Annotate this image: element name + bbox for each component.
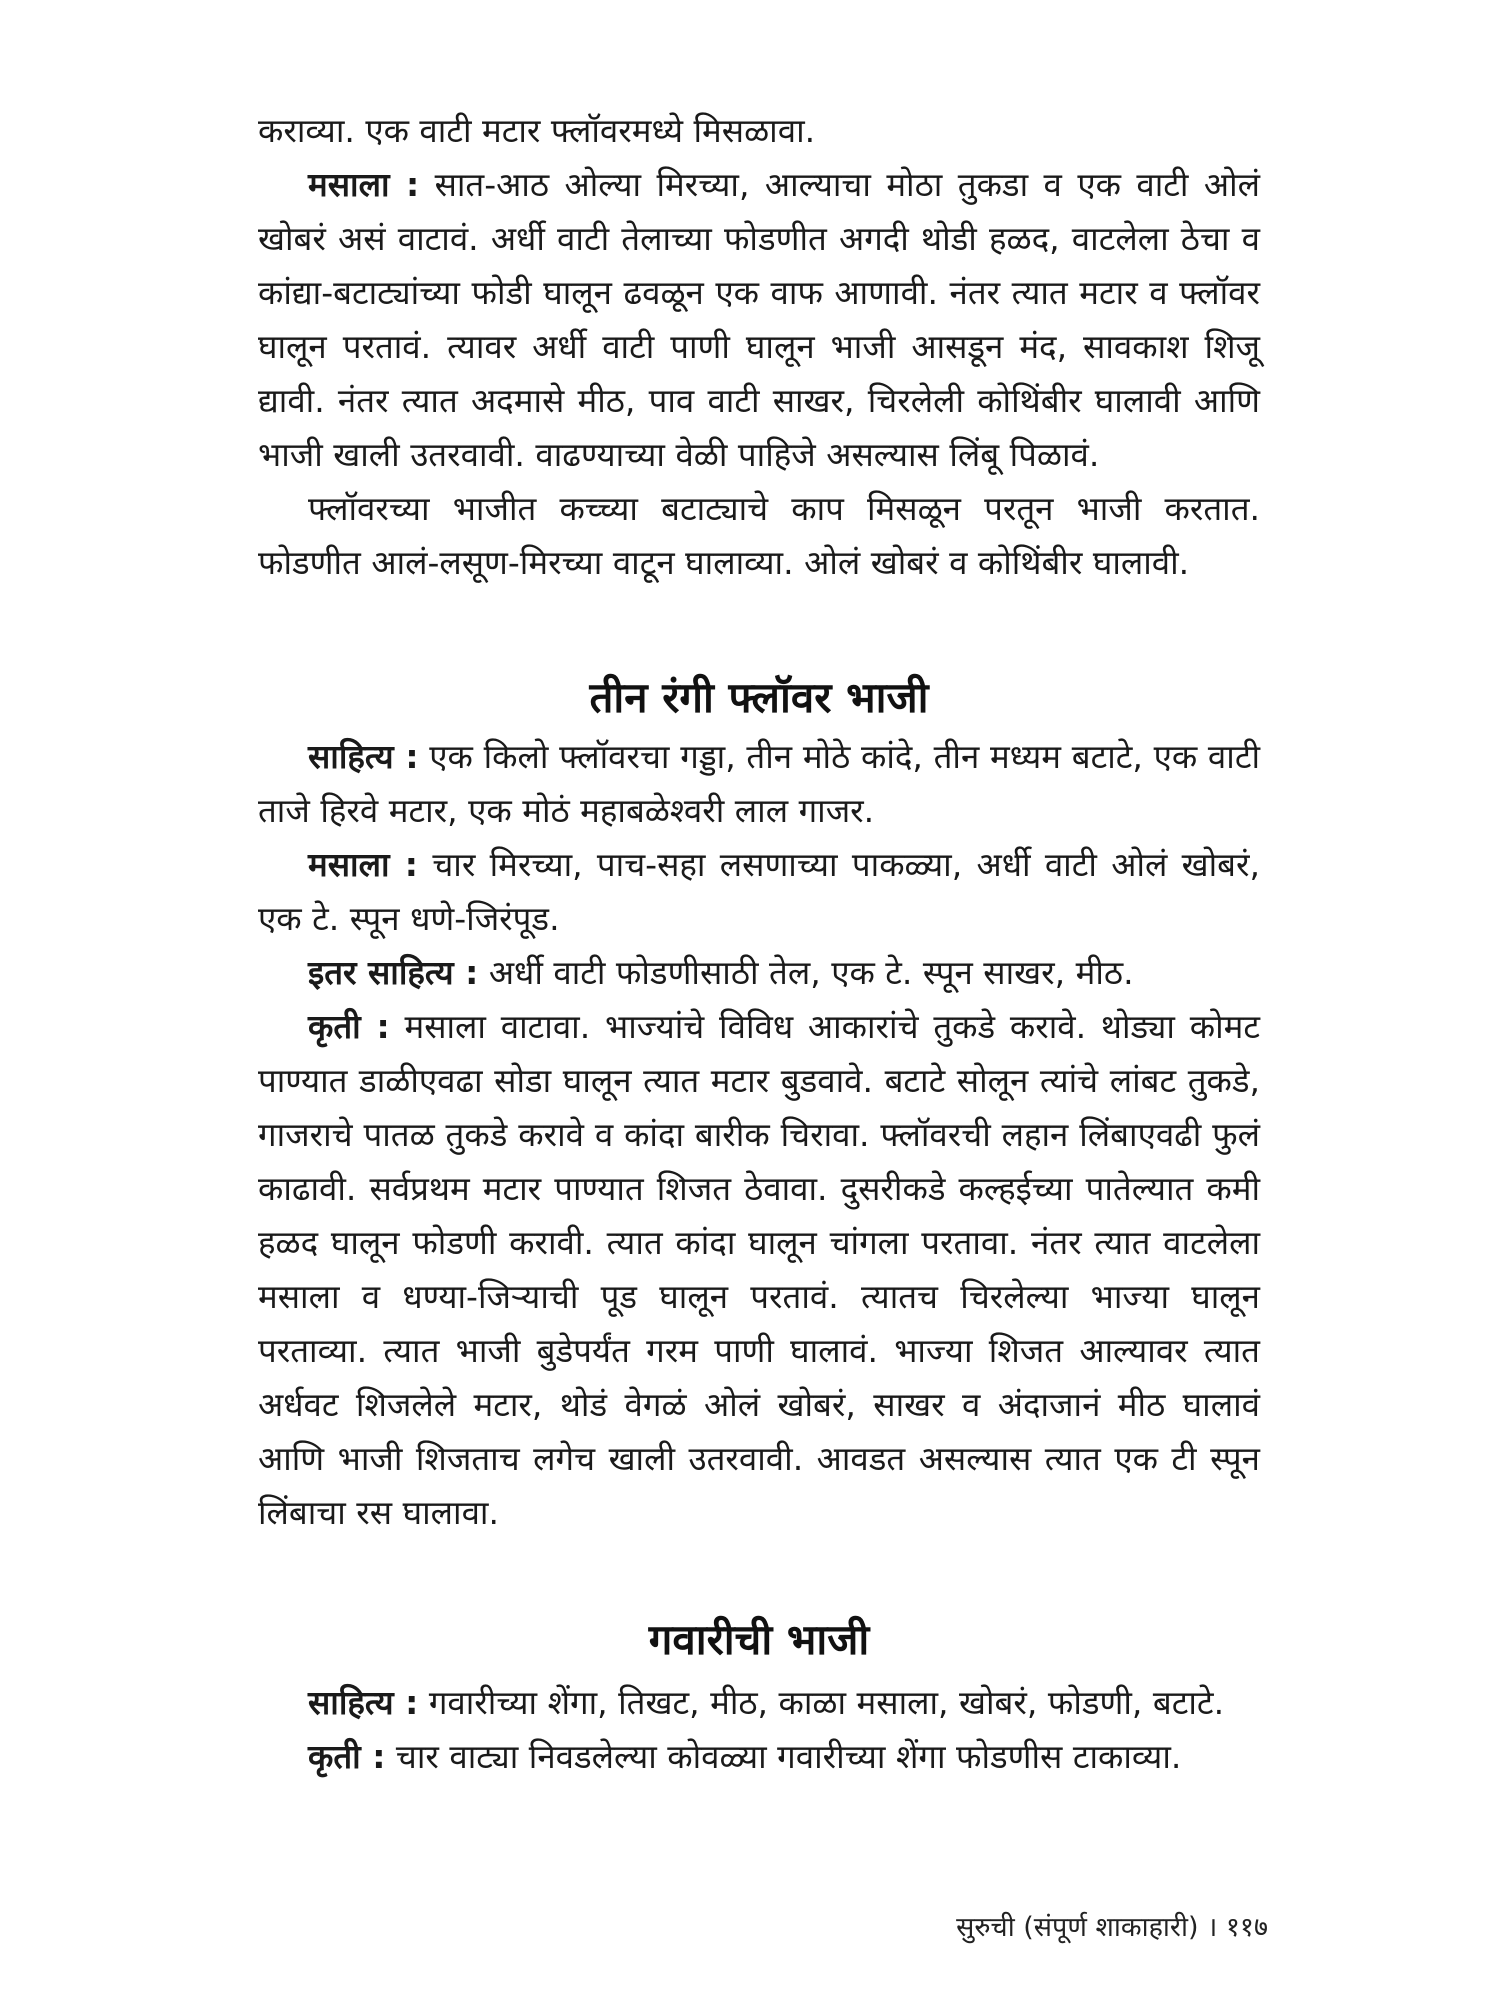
recipe2-kruti	[258, 1730, 1260, 1784]
itar-sahitya-text: अर्धी वाटी फोडणीसाठी तेल, एक टे. स्पून साखर, मीठ.	[478, 953, 1134, 992]
page-footer: सुरुची (संपूर्ण शाकाहारी) । ११७	[956, 1912, 1268, 1943]
kruti-label: कृती :	[308, 1737, 386, 1776]
masala-label: मसाला :	[308, 845, 419, 884]
masala-label: मसाला :	[308, 165, 420, 204]
continuation-para-1: कराव्या. एक वाटी मटार फ्लॉवरमध्ये मिसळावा.	[258, 111, 816, 150]
continuation-para-2	[258, 158, 1260, 482]
kruti-text: चार वाट्या निवडलेल्या कोवळ्या गवारीच्या शेंगा फोडणीस टाकाव्या.	[385, 1737, 1182, 1776]
recipe2-sahitya	[258, 1676, 1260, 1730]
sahitya-label: साहित्य :	[308, 1683, 419, 1722]
masala-text: चार मिरच्या, पाच-सहा लसणाच्या पाकळ्या, अर्धी वाटी ओलं खोबरं, एक टे. स्पून धणे-जिरंपूड.	[258, 845, 1261, 938]
itar-sahitya-label: इतर साहित्य :	[308, 953, 479, 992]
recipe1-masala	[258, 838, 1260, 946]
sahitya-label: साहित्य :	[308, 737, 419, 776]
kruti-label: कृती :	[308, 1007, 390, 1046]
kruti-text: मसाला वाटावा. भाज्यांचे विविध आकारांचे तुकडे करावे. थोड्या कोमट पाण्यात डाळीएवढा सोडा घालून त्यात मटार बुडवावे. बटाटे सोलून त्यांचे लांबट तुकडे, गाजराचे पातळ तुकडे करावे व कांदा बारीक चिरावा. फ्लॉवरची लहान लिंबाएवढी फुलं काढावी. सर्वप्रथम मटार पाण्यात शिजत ठेवावा. दुसरीकडे कल्हईच्या पातेल्यात कमी हळद घालून फोडणी करावी. त्यात कांदा घालून चांगला परतावा. नंतर त्यात वाटलेला मसाला व धण्या-जिऱ्याची पूड घालून परतावं. त्यातच चिरलेल्या भाज्या घालून परताव्या. त्यात भाजी बुडेपर्यंत गरम पाणी घालावं. भाज्या शिजत आल्यावर त्यात अर्धवट शिजलेले मटार, थोडं वेगळं ओलं खोबरं, साखर व अंदाजानं मीठ घालावं आणि भाजी शिजताच लगेच खाली उतरवावी. आवडत असल्यास त्यात एक टी स्पून लिंबाचा रस घालावा.	[258, 1007, 1261, 1532]
recipe-title-gavarichi: गवारीची भाजी	[648, 1615, 870, 1664]
recipe1-itar-sahitya	[258, 946, 1260, 1000]
continuation-para-3: फ्लॉवरच्या भाजीत कच्च्या बटाट्याचे काप मिसळून परतून भाजी करतात. फोडणीत आलं-लसूण-मिरच्या वाटून घालाव्या. ओलं खोबरं व कोथिंबीर घालावी.	[258, 489, 1260, 582]
recipe1-sahitya	[258, 730, 1260, 838]
recipe1-kruti	[258, 1000, 1260, 1540]
recipe-title-teen-rangi: तीन रंगी फ्लॉवर भाजी	[589, 673, 929, 722]
masala-text: सात-आठ ओल्या मिरच्या, आल्याचा मोठा तुकडा व एक वाटी ओलं खोबरं असं वाटावं. अर्धी वाटी तेलाच्या फोडणीत अगदी थोडी हळद, वाटलेला ठेचा व कांद्या-बटाट्यांच्या फोडी घालून ढवळून एक वाफ आणावी. नंतर त्यात मटार व फ्लॉवर घालून परतावं. त्यावर अर्धी वाटी पाणी घालून भाजी आसडून मंद, सावकाश शिजू द्यावी. नंतर त्यात अदमासे मीठ, पाव वाटी साखर, चिरलेली कोथिंबीर घालावी आणि भाजी खाली उतरवावी. वाढण्याच्या वेळी पाहिजे असल्यास लिंबू पिळावं.	[258, 165, 1260, 474]
sahitya-text: एक किलो फ्लॉवरचा गड्डा, तीन मोठे कांदे, तीन मध्यम बटाटे, एक वाटी ताजे हिरवे मटार, एक मोठं महाबळेश्वरी लाल गाजर.	[258, 737, 1260, 830]
sahitya-text: गवारीच्या शेंगा, तिखट, मीठ, काळा मसाला, खोबरं, फोडणी, बटाटे.	[418, 1683, 1225, 1722]
